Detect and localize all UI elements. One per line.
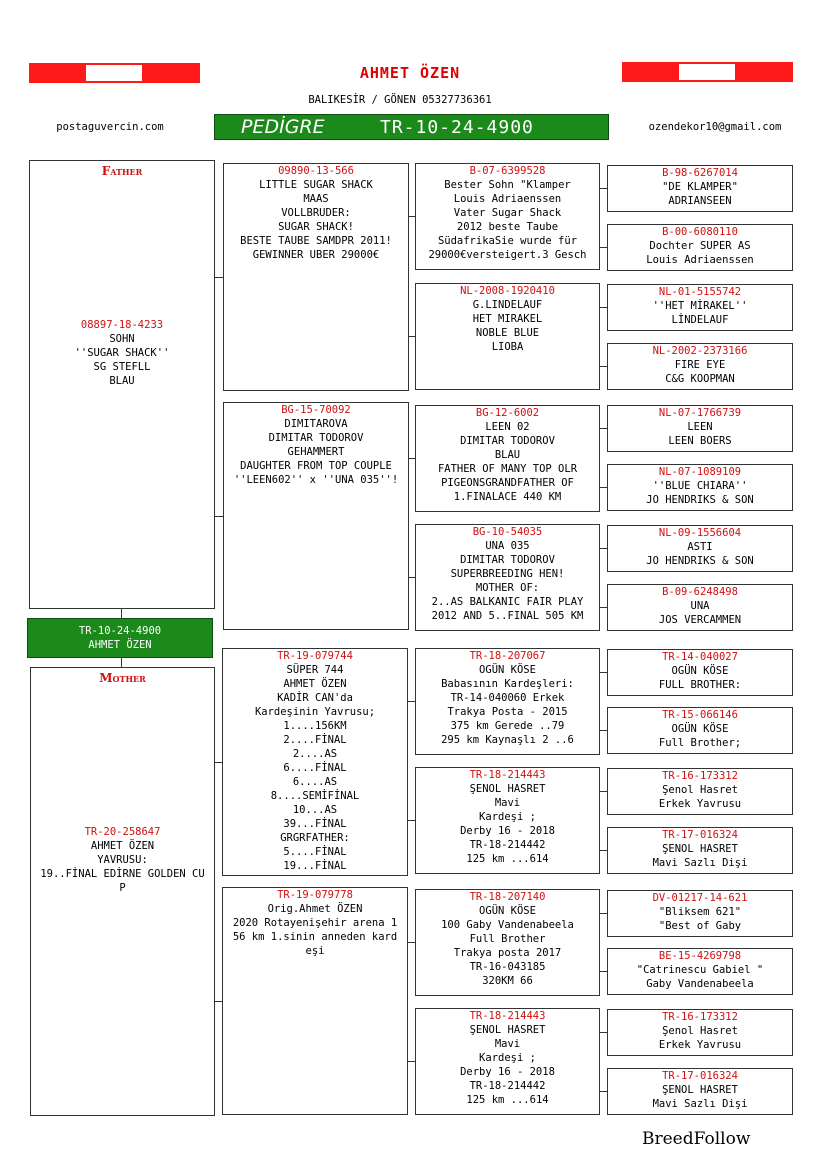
great-grandparent-line: TR-16-043185 bbox=[469, 961, 546, 973]
great-grandparent-ring: TR-18-207140 bbox=[469, 891, 546, 903]
connector-line bbox=[121, 609, 122, 618]
great-grandparent-line: 375 km Gerede ..79 bbox=[450, 720, 565, 732]
father-ring: 08897-18-4233 bbox=[80, 319, 164, 331]
great-grandparent-line: 125 km ...614 bbox=[466, 853, 549, 865]
ancestor-ring: NL-01-5155742 bbox=[658, 286, 742, 298]
subject-ring: TR-10-24-4900 bbox=[78, 625, 162, 637]
great-grandparent-line: 1.FINALACE 440 KM bbox=[453, 491, 562, 503]
ancestor-line: "Bliksem 621" bbox=[658, 906, 742, 918]
great-grandparent-line: SüdafrikaSie wurde für bbox=[437, 235, 578, 247]
great-grandparent-line: Trakya Posta - 2015 bbox=[447, 706, 568, 718]
great-grandparent-line: LEEN 02 bbox=[485, 421, 530, 433]
grandparent-line: GRGRFATHER: bbox=[280, 832, 350, 844]
great-grandparent-box[interactable] bbox=[415, 163, 600, 270]
connector-line bbox=[408, 942, 415, 943]
ancestor-ring: NL-07-1089109 bbox=[658, 466, 742, 478]
great-grandparent-box[interactable] bbox=[415, 283, 600, 390]
pedigree-ring: TR-10-24-4900 bbox=[380, 117, 534, 138]
left-flag-decoration bbox=[29, 63, 200, 83]
connector-line bbox=[600, 247, 607, 248]
grandparent-line: 19...FİNAL bbox=[283, 860, 347, 872]
ancestor-line: "Best of Gaby bbox=[658, 920, 742, 932]
connector-line bbox=[600, 1091, 607, 1092]
great-grandparent-line: G.LINDELAUF bbox=[472, 299, 543, 311]
great-grandparent-ring: NL-2008-1920410 bbox=[460, 285, 555, 297]
ancestor-line: ŞENOL HASRET bbox=[662, 1084, 738, 1096]
mother-label: Mother bbox=[99, 671, 146, 685]
great-grandparent-line: Bester Sohn "Klamper bbox=[444, 179, 571, 191]
grandparent-ring: TR-19-079778 bbox=[277, 889, 353, 901]
ancestor-line: Dochter SUPER AS bbox=[649, 240, 751, 252]
right-flag-decoration bbox=[622, 62, 793, 82]
ancestor-line: Şenol Hasret bbox=[662, 784, 738, 796]
father-line: SG STEFLL bbox=[93, 361, 151, 373]
connector-line bbox=[409, 216, 415, 217]
grandparent-line: KADİR CAN'da bbox=[277, 692, 353, 704]
ancestor-box[interactable] bbox=[607, 464, 793, 511]
great-grandparent-line: DIMITAR TODOROV bbox=[460, 435, 555, 447]
connector-line bbox=[600, 487, 607, 488]
great-grandparent-line: SUPERBREEDING HEN! bbox=[450, 568, 565, 580]
father-line: SOHN bbox=[109, 333, 135, 345]
breedfollow-logo: BreedFollow bbox=[642, 1129, 751, 1149]
ancestor-line: JO HENDRIKS & SON bbox=[646, 494, 754, 506]
ancestor-box[interactable] bbox=[607, 649, 793, 696]
great-grandparent-line: NOBLE BLUE bbox=[475, 327, 540, 339]
ancestor-box[interactable] bbox=[607, 224, 793, 271]
subject-owner: AHMET ÖZEN bbox=[88, 639, 152, 651]
great-grandparent-line: HET MIRAKEL bbox=[472, 313, 543, 325]
ancestor-line: LEEN bbox=[687, 421, 713, 433]
grandparent-line: eşi bbox=[305, 945, 325, 957]
ancestor-box[interactable] bbox=[607, 584, 793, 631]
grandparent-line: GEWINNER UBER 29000€ bbox=[252, 249, 380, 261]
ancestor-line: "DE KLAMPER" bbox=[662, 181, 738, 193]
father-line: ''SUGAR SHACK'' bbox=[74, 347, 170, 359]
grandparent-line: SÜPER 744 bbox=[286, 664, 344, 676]
connector-line bbox=[600, 1032, 607, 1033]
great-grandparent-line: TR-18-214442 bbox=[469, 839, 546, 851]
connector-line bbox=[600, 913, 607, 914]
connector-line bbox=[600, 428, 607, 429]
grandparent-line: AHMET ÖZEN bbox=[283, 678, 347, 690]
grandparent-box[interactable] bbox=[222, 887, 408, 1115]
ancestor-ring: B-09-6248498 bbox=[662, 586, 738, 598]
great-grandparent-ring: TR-18-207067 bbox=[469, 650, 546, 662]
great-grandparent-line: 2..AS BALKANIC FAIR PLAY bbox=[431, 596, 584, 608]
great-grandparent-line: 2012 beste Taube bbox=[456, 221, 559, 233]
great-grandparent-ring: B-07-6399528 bbox=[469, 165, 546, 177]
ancestor-line: Erkek Yavrusu bbox=[658, 1039, 742, 1051]
grandparent-line: GEHAMMERT bbox=[287, 446, 345, 458]
grandparent-box[interactable] bbox=[223, 163, 409, 391]
ancestor-line: FIRE EYE bbox=[674, 359, 726, 371]
ancestor-box[interactable] bbox=[607, 165, 793, 212]
connector-line bbox=[600, 366, 607, 367]
ancestor-ring: NL-07-1766739 bbox=[658, 407, 742, 419]
grandparent-line: 6....FİNAL bbox=[283, 762, 347, 774]
mother-line: YAVRUSU: bbox=[97, 854, 148, 866]
great-grandparent-box[interactable] bbox=[415, 524, 600, 631]
ancestor-box[interactable] bbox=[607, 827, 793, 874]
ancestor-line: Mavi Sazlı Dişi bbox=[652, 1098, 748, 1110]
ancestor-ring: NL-09-1556604 bbox=[658, 527, 742, 539]
connector-line bbox=[600, 188, 607, 189]
great-grandparent-box[interactable] bbox=[415, 767, 600, 874]
grandparent-line: MAAS bbox=[303, 193, 329, 205]
great-grandparent-line: DIMITAR TODOROV bbox=[460, 554, 555, 566]
great-grandparent-line: TR-18-214442 bbox=[469, 1080, 546, 1092]
subject-box[interactable] bbox=[27, 618, 213, 658]
great-grandparent-line: Kardeşi ; bbox=[479, 811, 536, 823]
ancestor-box[interactable] bbox=[607, 405, 793, 452]
ancestor-box[interactable] bbox=[607, 525, 793, 572]
great-grandparent-line: OGÜN KÖSE bbox=[479, 664, 536, 676]
website[interactable]: postaguvercin.com bbox=[56, 121, 164, 133]
great-grandparent-line: FATHER OF MANY TOP OLR bbox=[437, 463, 578, 475]
connector-line bbox=[215, 516, 223, 517]
ancestor-ring: TR-14-040027 bbox=[662, 651, 738, 663]
grandparent-line: 39...FİNAL bbox=[283, 818, 347, 830]
ancestor-line: "Catrinescu Gabiel " bbox=[636, 964, 764, 976]
great-grandparent-ring: BG-10-54035 bbox=[472, 526, 543, 538]
great-grandparent-line: TR-14-040060 Erkek bbox=[450, 692, 565, 704]
great-grandparent-box[interactable] bbox=[415, 1008, 600, 1115]
great-grandparent-line: 125 km ...614 bbox=[466, 1094, 549, 1106]
pedigree-label: PEDİGRE bbox=[241, 116, 325, 138]
great-grandparent-box[interactable] bbox=[415, 648, 600, 755]
connector-line bbox=[600, 791, 607, 792]
father-box[interactable] bbox=[29, 160, 215, 609]
great-grandparent-line: MOTHER OF: bbox=[475, 582, 540, 594]
ancestor-ring: TR-15-066146 bbox=[662, 709, 738, 721]
mother-line: AHMET ÖZEN bbox=[90, 840, 155, 852]
connector-line bbox=[600, 607, 607, 608]
grandparent-line: 8....SEMİFİNAL bbox=[270, 790, 360, 802]
great-grandparent-ring: BG-12-6002 bbox=[475, 407, 540, 419]
connector-line bbox=[600, 971, 607, 972]
ancestor-ring: B-98-6267014 bbox=[662, 167, 738, 179]
grandparent-line: DAUGHTER FROM TOP COUPLE bbox=[240, 460, 392, 472]
ancestor-line: ''HET MİRAKEL'' bbox=[652, 300, 748, 312]
grandparent-line: 5....FİNAL bbox=[283, 846, 347, 858]
email[interactable]: ozendekor10@gmail.com bbox=[648, 121, 782, 133]
ancestor-line: JO HENDRIKS & SON bbox=[646, 555, 754, 567]
great-grandparent-line: Mavi bbox=[494, 1038, 521, 1050]
great-grandparent-line: PIGEONSGRANDFATHER OF bbox=[441, 477, 574, 489]
ancestor-line: ASTI bbox=[687, 541, 713, 553]
ancestor-line: Gaby Vandenabeela bbox=[646, 978, 754, 990]
great-grandparent-box[interactable] bbox=[415, 405, 600, 512]
grandparent-box[interactable] bbox=[223, 402, 409, 630]
mother-line: P bbox=[119, 882, 126, 894]
connector-line bbox=[215, 277, 223, 278]
grandparent-ring: BG-15-70092 bbox=[281, 404, 351, 416]
ancestor-ring: DV-01217-14-621 bbox=[652, 892, 748, 904]
grandparent-line: ''LEEN602'' x ''UNA 035''! bbox=[233, 474, 399, 486]
ancestor-ring: TR-16-173312 bbox=[662, 770, 738, 782]
grandparent-line: LITTLE SUGAR SHACK bbox=[259, 179, 373, 191]
ancestor-box[interactable] bbox=[607, 1068, 793, 1115]
great-grandparent-line: 100 Gaby Vandenabeela bbox=[441, 919, 574, 931]
grandparent-line: SUGAR SHACK! bbox=[278, 221, 354, 233]
ancestor-box[interactable] bbox=[607, 948, 793, 995]
ancestor-line: ŞENOL HASRET bbox=[662, 843, 738, 855]
great-grandparent-line: 295 km Kaynaşlı 2 ..6 bbox=[441, 734, 574, 746]
great-grandparent-line: OGÜN KÖSE bbox=[479, 905, 536, 917]
ancestor-box[interactable] bbox=[607, 890, 793, 937]
mother-line: 19..FİNAL EDİRNE GOLDEN CU bbox=[40, 868, 205, 880]
connector-line bbox=[600, 850, 607, 851]
ancestor-line: LEEN BOERS bbox=[668, 435, 732, 447]
grandparent-line: 2020 Rotayenişehir arena 1 bbox=[232, 917, 398, 929]
ancestor-ring: B-00-6080110 bbox=[662, 226, 738, 238]
connector-line bbox=[408, 820, 415, 821]
grandparent-line: 10...AS bbox=[292, 804, 338, 816]
great-grandparent-line: Derby 16 - 2018 bbox=[460, 1066, 555, 1078]
mother-box[interactable] bbox=[30, 667, 215, 1116]
ancestor-ring: TR-16-173312 bbox=[662, 1011, 738, 1023]
grandparent-line: 2....FİNAL bbox=[283, 734, 347, 746]
great-grandparent-line: 2012 AND 5..FINAL 505 KM bbox=[431, 610, 584, 622]
ancestor-line: FULL BROTHER: bbox=[658, 679, 742, 691]
ancestor-ring: NL-2002-2373166 bbox=[652, 345, 748, 357]
great-grandparent-line: 29000€versteigert.3 Gesch bbox=[428, 249, 587, 261]
ancestor-line: LİNDELAUF bbox=[671, 314, 729, 326]
ancestor-line: Full Brother; bbox=[658, 737, 742, 749]
ancestor-line: Erkek Yavrusu bbox=[658, 798, 742, 810]
connector-line bbox=[600, 307, 607, 308]
ancestor-line: OGÜN KÖSE bbox=[671, 665, 729, 677]
connector-line bbox=[409, 336, 415, 337]
great-grandparent-line: Mavi bbox=[494, 797, 521, 809]
grandparent-line: 56 km 1.sinin anneden kard bbox=[232, 931, 398, 943]
ancestor-box[interactable] bbox=[607, 284, 793, 331]
father-line: BLAU bbox=[109, 375, 135, 387]
ancestor-ring: TR-17-016324 bbox=[662, 829, 738, 841]
grandparent-line: DIMITAR TODOROV bbox=[268, 432, 364, 444]
grandparent-line: 1....156KM bbox=[283, 720, 347, 732]
mother-ring: TR-20-258647 bbox=[84, 826, 161, 838]
ancestor-line: C&G KOOPMAN bbox=[665, 373, 735, 385]
great-grandparent-line: Full Brother bbox=[469, 933, 546, 945]
ancestor-line: UNA bbox=[690, 600, 710, 612]
connector-line bbox=[408, 1061, 415, 1062]
connector-line bbox=[215, 762, 222, 763]
grandparent-box[interactable] bbox=[222, 648, 408, 876]
grandparent-line: Orig.Ahmet ÖZEN bbox=[267, 903, 363, 915]
ancestor-line: Mavi Sazlı Dişi bbox=[652, 857, 748, 869]
ancestor-line: ADRIANSEEN bbox=[668, 195, 732, 207]
ancestor-line: Şenol Hasret bbox=[662, 1025, 738, 1037]
connector-line bbox=[600, 548, 607, 549]
great-grandparent-line: BLAU bbox=[494, 449, 521, 461]
great-grandparent-box[interactable] bbox=[415, 889, 600, 996]
great-grandparent-ring: TR-18-214443 bbox=[469, 1010, 546, 1022]
grandparent-line: 6....AS bbox=[292, 776, 338, 788]
great-grandparent-ring: TR-18-214443 bbox=[469, 769, 546, 781]
ancestor-ring: BE-15-4269798 bbox=[658, 950, 742, 962]
great-grandparent-line: Trakya posta 2017 bbox=[453, 947, 562, 959]
ancestor-ring: TR-17-016324 bbox=[662, 1070, 738, 1082]
ancestor-line: Louis Adriaenssen bbox=[646, 254, 754, 266]
great-grandparent-line: ŞENOL HASRET bbox=[469, 1024, 546, 1036]
connector-line bbox=[409, 577, 415, 578]
great-grandparent-line: Kardeşi ; bbox=[479, 1052, 536, 1064]
great-grandparent-line: 320KM 66 bbox=[482, 975, 533, 987]
father-label: Father bbox=[101, 164, 143, 178]
ancestor-box[interactable] bbox=[607, 1009, 793, 1056]
connector-line bbox=[121, 658, 122, 667]
great-grandparent-line: Babasının Kardeşleri: bbox=[441, 678, 574, 690]
ancestor-box[interactable] bbox=[607, 768, 793, 815]
ancestor-line: ''BLUE CHIARA'' bbox=[652, 480, 748, 492]
great-grandparent-line: LIOBA bbox=[491, 341, 524, 353]
ancestor-line: JOS VERCAMMEN bbox=[658, 614, 742, 626]
breeder-name: AHMET ÖZEN bbox=[359, 64, 461, 82]
breeder-location: BALIKESİR / GÖNEN 05327736361 bbox=[308, 94, 492, 106]
connector-line bbox=[409, 458, 415, 459]
grandparent-line: DIMITAROVA bbox=[284, 418, 348, 430]
pedigree-banner bbox=[214, 114, 609, 140]
ancestor-line: OGÜN KÖSE bbox=[671, 723, 729, 735]
grandparent-ring: TR-19-079744 bbox=[277, 650, 353, 662]
grandparent-ring: 09890-13-566 bbox=[278, 165, 354, 177]
connector-line bbox=[600, 730, 607, 731]
grandparent-line: 2....AS bbox=[292, 748, 338, 760]
great-grandparent-line: Vater Sugar Shack bbox=[453, 207, 562, 219]
ancestor-box[interactable] bbox=[607, 707, 793, 754]
great-grandparent-line: Louis Adriaenssen bbox=[453, 193, 562, 205]
great-grandparent-line: UNA 035 bbox=[485, 540, 530, 552]
grandparent-line: VOLLBRUDER: bbox=[281, 207, 351, 219]
great-grandparent-line: ŞENOL HASRET bbox=[469, 783, 546, 795]
connector-line bbox=[215, 1001, 222, 1002]
connector-line bbox=[600, 672, 607, 673]
grandparent-line: Kardeşinin Yavrusu; bbox=[254, 706, 376, 718]
ancestor-box[interactable] bbox=[607, 343, 793, 390]
great-grandparent-line: Derby 16 - 2018 bbox=[460, 825, 555, 837]
grandparent-line: BESTE TAUBE SAMDPR 2011! bbox=[240, 235, 392, 247]
connector-line bbox=[408, 701, 415, 702]
